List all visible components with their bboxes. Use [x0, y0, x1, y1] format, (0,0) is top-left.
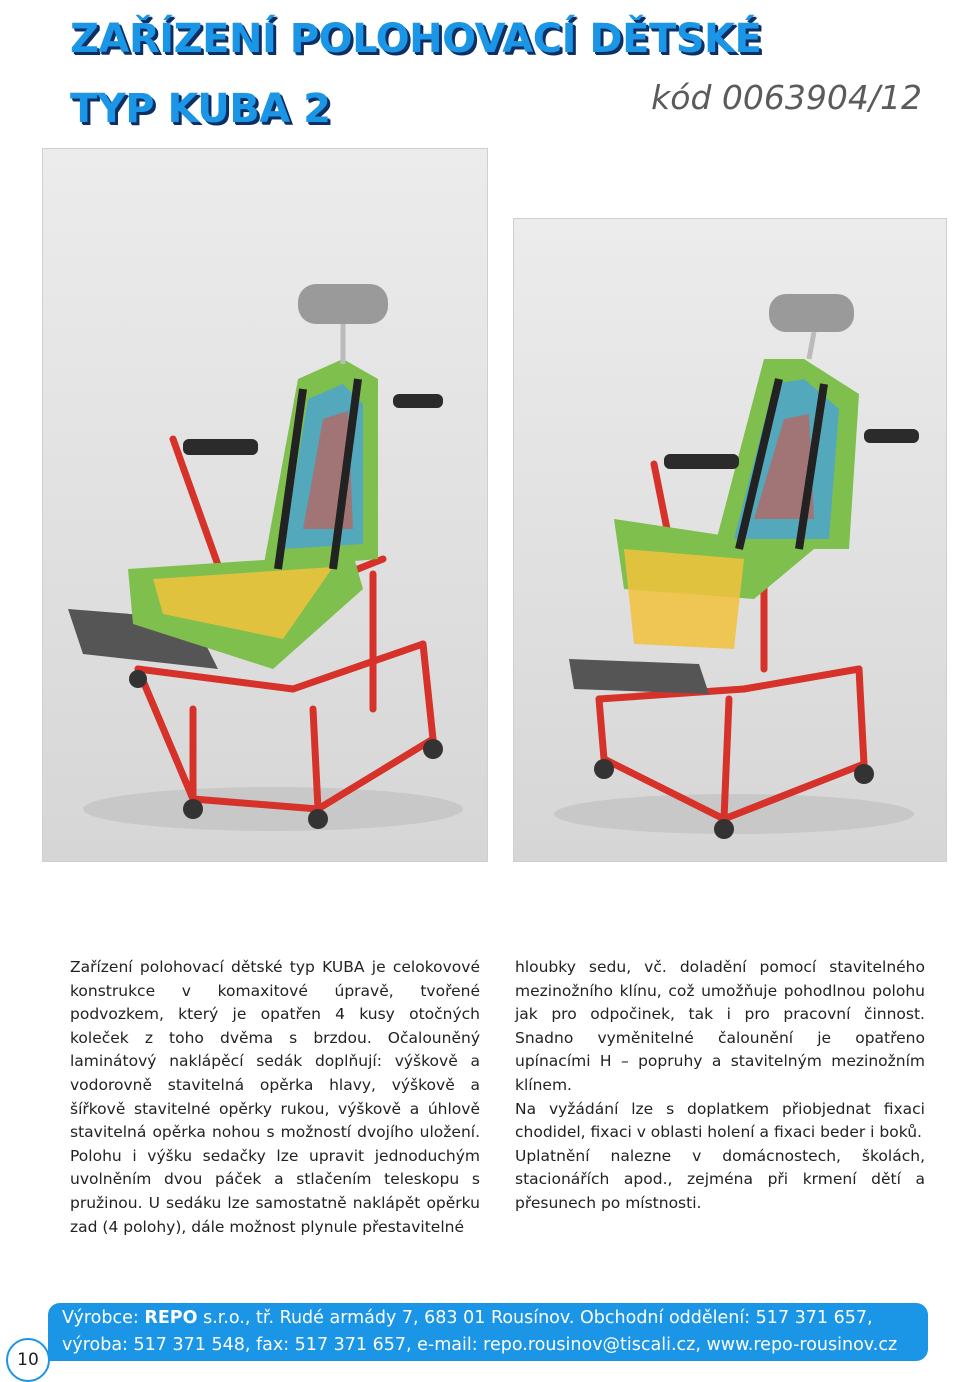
- footer-contact: [62, 1305, 922, 1359]
- right-text-column: [515, 956, 925, 1216]
- footer-line-2: výroba: 517 371 548, fax: 517 371 657, e-mail: repo.rousinov@tiscali.cz, www.repo-rousinov.cz: [62, 1335, 898, 1355]
- chair-illustration-upright: [514, 219, 946, 861]
- chair-illustration-reclined: [43, 149, 487, 861]
- title-line-1: ZAŘÍZENÍ POLOHOVACÍ DĚTSKÉ: [70, 16, 762, 62]
- maker-address: s.r.o., tř. Rudé armády 7, 683 01 Rousínov. Obchodní oddělení: 517 371 657,: [203, 1308, 873, 1328]
- right-paragraph-2: Na vyžádání lze s doplatkem přiobjednat fixaci chodidel, fixaci v oblasti holení a fixaci beder i boků.: [515, 1099, 925, 1142]
- product-code: kód 0063904/12: [651, 78, 922, 117]
- footer-line-1: [62, 1305, 922, 1332]
- chair-photo-upright: [513, 218, 947, 862]
- left-text-column: [70, 956, 480, 1239]
- left-paragraph: Zařízení polohovací dětské typ KUBA je celokovové konstrukce v komaxitové úpravě, tvořené podvozkem, který je opatřen 4 kusy otočných koleček z toho dvěma s brzdou. Očalouněný laminátový naklápěcí sedák doplňují: výškově a vodorovně stavitelná opěrka hlavy, výškově a šířkově stavitelné opěrky rukou, výškově a úhlově stavitelná opěrka nohou s možností dvojího uložení. Polohu i výšku sedačky lze upravit jednoduchým uvolněním dvou páček a stlačením teleskopu s pružinou. U sedáku lze samostatně naklápět opěrku zad (4 polohy), dále možnost plynule přestavitelné: [70, 958, 480, 1236]
- page-number: 10: [6, 1338, 50, 1382]
- right-paragraph-3: Uplatnění nalezne v domácnostech, školách, stacionářích apod., zejména při krmení dětí a přesunech po místnosti.: [515, 1146, 925, 1212]
- maker-label: Výrobce:: [62, 1308, 139, 1328]
- chair-photo-reclined: [42, 148, 488, 862]
- title-line-2: TYP KUBA 2: [70, 86, 331, 132]
- page-title: [70, 4, 761, 144]
- right-paragraph-1: hloubky sedu, vč. doladění pomocí stavitelného mezinožního klínu, což umožňuje pohodlnou polohu jak pro odpočinek, tak i pro pracovní činnost. Snadno vyměnitelné čalounění je opatřeno upínacími H – popruhy a stavitelným mezinožním klínem.: [515, 958, 925, 1094]
- maker-name: REPO: [144, 1308, 198, 1328]
